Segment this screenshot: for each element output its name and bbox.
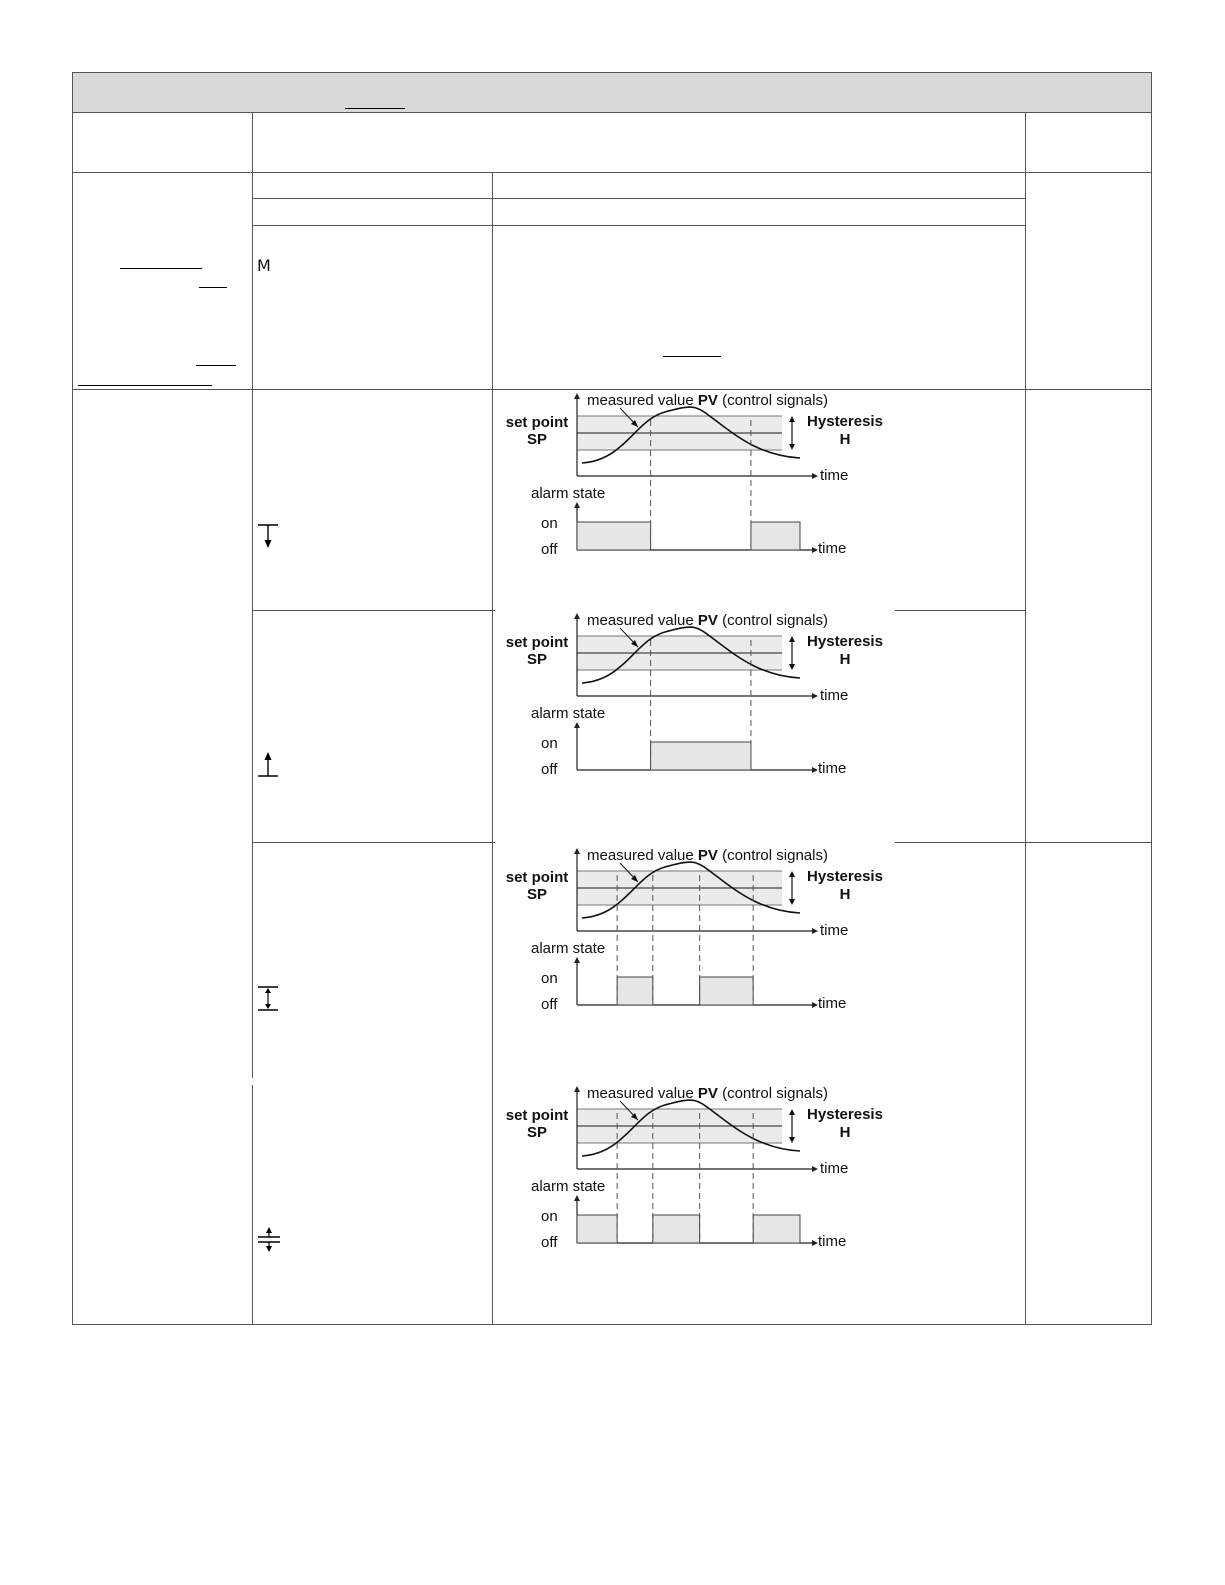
hysteresis-label: Hysteresis (807, 633, 883, 650)
table-header-band (72, 72, 1152, 112)
alarm-diagram-4 (495, 1083, 895, 1318)
alarm-on-pulse (753, 1215, 800, 1243)
pv-label: measured value PV (control signals) (587, 392, 828, 409)
hysteresis-abbrev-label: H (839, 431, 851, 448)
y-axis-arrow (574, 848, 580, 854)
alarm-y-arrow (574, 502, 580, 508)
off-label: off (541, 1234, 558, 1251)
column-divider (252, 112, 253, 1078)
off-label: off (541, 541, 558, 558)
row-divider (252, 198, 1026, 199)
text-underline (663, 356, 721, 357)
setpoint-label: set point (505, 414, 569, 431)
alarm-y-arrow (574, 1195, 580, 1201)
time-label: time (820, 1160, 849, 1177)
alarm-on-pulse (700, 977, 754, 1005)
hysteresis-label: Hysteresis (807, 1106, 883, 1123)
hysteresis-label: Hysteresis (807, 868, 883, 885)
table-border-bottom (72, 1324, 1152, 1325)
out-of-band-alarm-icon (256, 1225, 282, 1255)
header-underline (345, 108, 405, 109)
time-label: time (818, 540, 847, 557)
alarm-on-pulse (653, 1215, 700, 1243)
hysteresis-arrow-bottom (789, 664, 795, 670)
row-divider (72, 172, 1152, 173)
row-divider (252, 842, 496, 843)
on-label: on (541, 1208, 558, 1225)
alarm-diagram-1 (495, 390, 895, 625)
alarm-on-pulse (751, 522, 800, 550)
table-border-top (72, 72, 1152, 73)
alarm-diagram-2 (495, 610, 895, 845)
alarm-on-pulse (617, 977, 653, 1005)
alarm-y-arrow (574, 957, 580, 963)
setpoint-abbrev-label: SP (526, 651, 548, 668)
setpoint-label: set point (505, 869, 569, 886)
hysteresis-label: Hysteresis (807, 413, 883, 430)
hysteresis-arrow-top (789, 636, 795, 642)
hysteresis-abbrev-label: H (839, 886, 851, 903)
y-axis-arrow (574, 613, 580, 619)
hysteresis-arrow-top (789, 1109, 795, 1115)
hysteresis-arrow-bottom (789, 444, 795, 450)
time-label: time (818, 1233, 847, 1250)
hysteresis-arrow-bottom (789, 1137, 795, 1143)
text-underline (199, 287, 227, 288)
alarm-diagram-3 (495, 845, 895, 1080)
time-label: time (818, 995, 847, 1012)
setpoint-label: set point (505, 1107, 569, 1124)
table-border-left (72, 72, 73, 1325)
x-axis-arrow (812, 928, 818, 934)
alarm-state-label: alarm state (531, 485, 606, 502)
time-label: time (820, 687, 849, 704)
high-alarm-icon (256, 748, 280, 780)
alarm-on-pulse (577, 1215, 617, 1243)
column-divider (252, 1085, 253, 1325)
column-divider (492, 172, 493, 1325)
time-label: time (820, 922, 849, 939)
table-border-right (1151, 72, 1152, 1325)
setpoint-abbrev-label: SP (526, 1124, 548, 1141)
hysteresis-arrow-bottom (789, 899, 795, 905)
hysteresis-arrow-top (789, 871, 795, 877)
alarm-state-label: alarm state (531, 1178, 606, 1195)
band-alarm-icon (256, 984, 280, 1014)
hysteresis-abbrev-label: H (839, 651, 851, 668)
on-label: on (541, 970, 558, 987)
x-axis-arrow (812, 693, 818, 699)
setpoint-label: set point (505, 634, 569, 651)
alarm-state-label: alarm state (531, 940, 606, 957)
text-underline (78, 385, 212, 386)
pv-label: measured value PV (control signals) (587, 1085, 828, 1102)
hysteresis-abbrev-label: H (839, 1124, 851, 1141)
alarm-y-arrow (574, 722, 580, 728)
off-label: off (541, 761, 558, 778)
on-label: on (541, 735, 558, 752)
setpoint-abbrev-label: SP (526, 431, 548, 448)
alarm-on-pulse (577, 522, 651, 550)
hysteresis-arrow-top (789, 416, 795, 422)
time-label: time (820, 467, 849, 484)
row-divider (890, 842, 1152, 843)
low-alarm-icon (256, 522, 280, 554)
x-axis-arrow (812, 1166, 818, 1172)
off-label: off (541, 996, 558, 1013)
row-divider (252, 225, 1026, 226)
column-divider (1025, 112, 1026, 1325)
setpoint-abbrev-label: SP (526, 886, 548, 903)
mode-symbol: M (257, 256, 271, 275)
time-label: time (818, 760, 847, 777)
row-divider (890, 610, 1026, 611)
on-label: on (541, 515, 558, 532)
y-axis-arrow (574, 393, 580, 399)
y-axis-arrow (574, 1086, 580, 1092)
alarm-on-pulse (651, 742, 751, 770)
row-divider (252, 610, 496, 611)
pv-label: measured value PV (control signals) (587, 847, 828, 864)
text-underline (196, 365, 236, 366)
pv-label: measured value PV (control signals) (587, 612, 828, 629)
alarm-state-label: alarm state (531, 705, 606, 722)
text-underline (120, 268, 202, 269)
x-axis-arrow (812, 473, 818, 479)
header-row-divider (72, 112, 1152, 113)
